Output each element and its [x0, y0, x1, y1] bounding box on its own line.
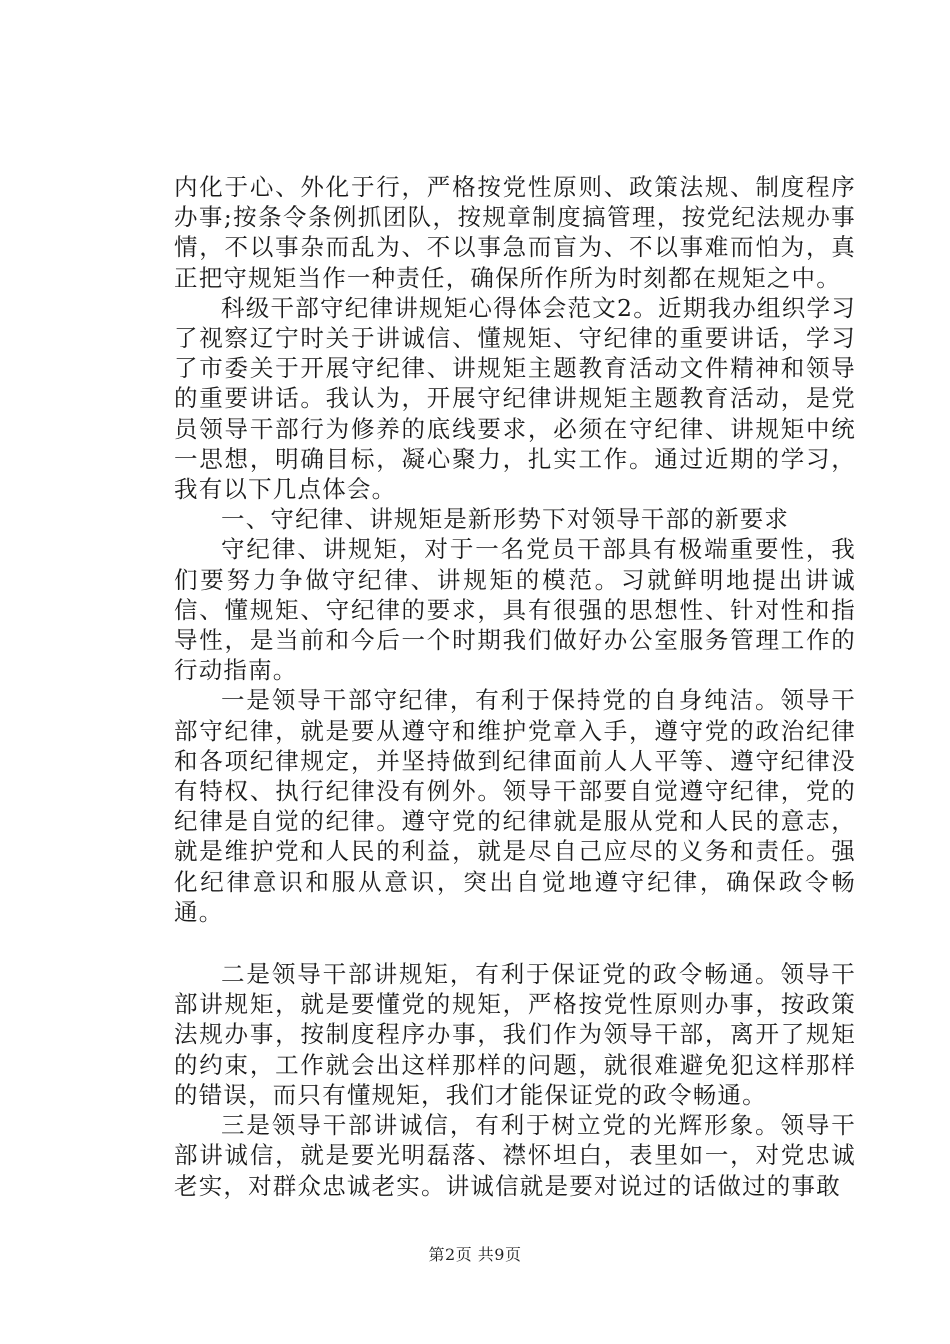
paragraph-point-three: 三是领导干部讲诚信，有利于树立党的光辉形象。领导干部讲诚信，就是要光明磊落、襟怀坦白，表里如一，对党忠诚老实，对群众忠诚老实。讲诚信就是要对说过的话做过的事敢: [174, 1111, 856, 1200]
paragraph-section-body: 守纪律、讲规矩，对于一名党员干部具有极端重要性，我们要努力争做守纪律、讲规矩的模范。习就鲜明地提出讲诚信、懂规矩、守纪律的要求，具有很强的思想性、针对性和指导性，是当前和今后一个时期我们做好办公室服务管理工作的行动指南。: [174, 535, 856, 685]
paragraph-point-one: 一是领导干部守纪律，有利于保持党的自身纯洁。领导干部守纪律，就是要从遵守和维护党章入手，遵守党的政治纪律和各项纪律规定，并坚持做到纪律面前人人平等、遵守纪律没有特权、执行纪律没有例外。领导干部要自觉遵守纪律，党的纪律是自觉的纪律。遵守党的纪律就是服从党和人民的意志，就是维护党和人民的利益，就是尽自己应尽的义务和责任。强化纪律意识和服从意识，突出自觉地遵守纪律，确保政令畅通。: [174, 686, 856, 926]
section-heading: 一、守纪律、讲规矩是新形势下对领导干部的新要求: [221, 505, 790, 534]
paragraph-intro: 科级干部守纪律讲规矩心得体会范文2。近期我办组织学习了视察辽宁时关于讲诚信、懂规矩、守纪律的重要讲话，学习了市委关于开展守纪律、讲规矩主题教育活动文件精神和领导的重要讲话。我认为，开展守纪律讲规矩主题教育活动，是党员领导干部行为修养的底线要求，必须在守纪律、讲规矩中统一思想，明确目标，凝心聚力，扎实工作。通过近期的学习，我有以下几点体会。: [174, 293, 856, 504]
paragraph-point-two: 二是领导干部讲规矩，有利于保证党的政令畅通。领导干部讲规矩，就是要懂党的规矩，严格按党性原则办事，按政策法规办事，按制度程序办事，我们作为领导干部，离开了规矩的约束，工作就会出这样那样的问题，就很难避免犯这样那样的错误，而只有懂规矩，我们才能保证党的政令畅通。: [174, 960, 856, 1109]
paragraph-continuation: 内化于心、外化于行，严格按党性原则、政策法规、制度程序办事;按条令条例抓团队，按规章制度搞管理，按党纪法规办事情，不以事杂而乱为、不以事急而盲为、不以事难而怕为，真正把守规矩当作一种责任，确保所作所为时刻都在规矩之中。: [174, 173, 856, 292]
page-number-footer: 第2页 共9页: [428, 1245, 522, 1264]
document-body: [174, 172, 856, 1201]
